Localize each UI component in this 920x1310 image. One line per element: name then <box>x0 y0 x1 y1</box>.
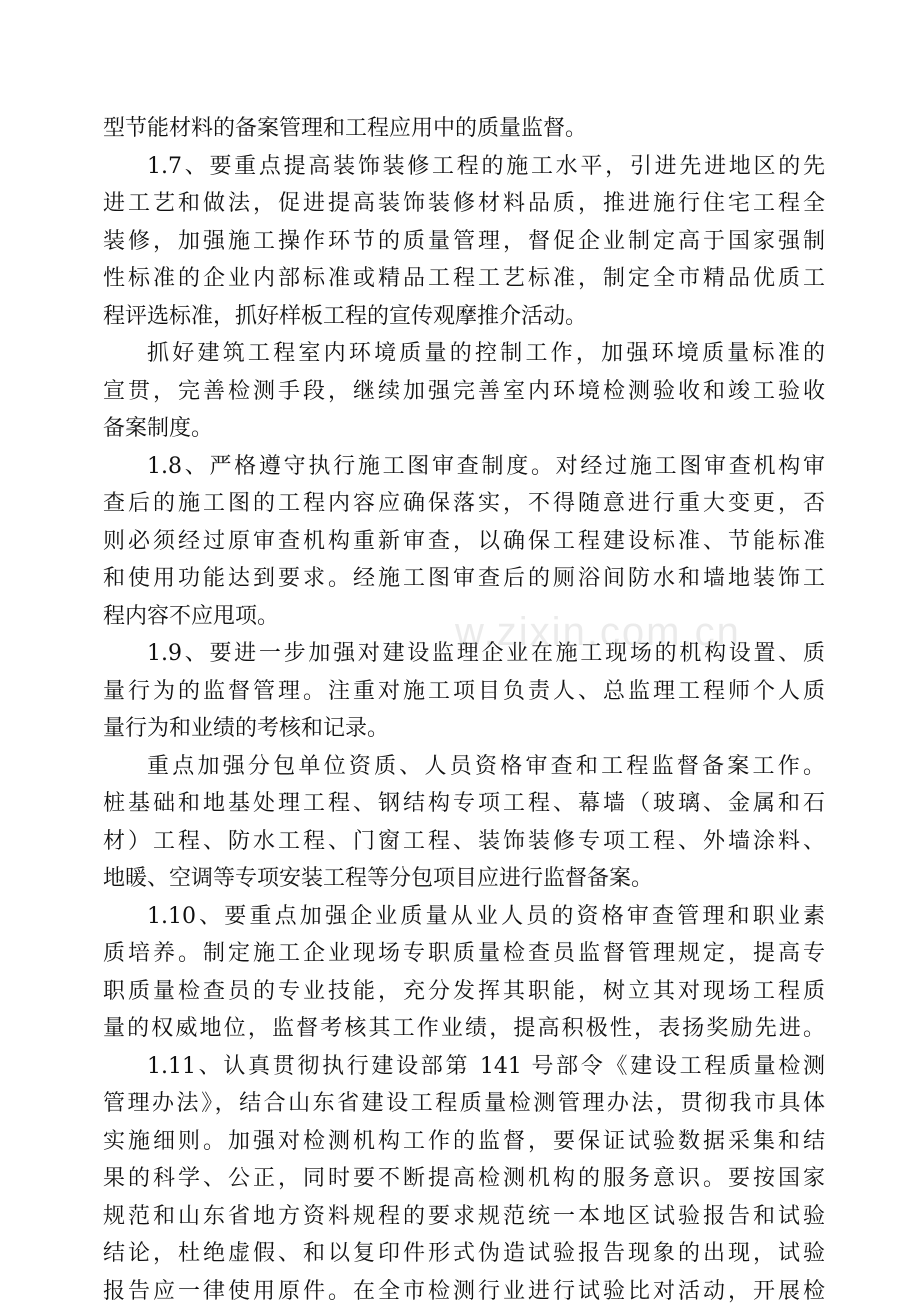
text-line: 桩基础和地基处理工程、钢结构专项工程、幕墙（玻璃、金属和石 <box>103 785 825 823</box>
text-line: 果的科学、公正，同时要不断提高检测机构的服务意识。要按国家 <box>103 1160 825 1198</box>
text-line: 型节能材料的备案管理和工程应用中的质量监督。 <box>103 110 825 148</box>
text-line: 职质量检查员的专业技能，充分发挥其职能，树立其对现场工程质 <box>103 973 825 1011</box>
text-line: 抓好建筑工程室内环境质量的控制工作，加强环境质量标准的 <box>103 335 825 373</box>
text-line: 性标准的企业内部标准或精品工程工艺标准，制定全市精品优质工 <box>103 260 825 298</box>
text-line: 进工艺和做法，促进提高装饰装修材料品质，推进施行住宅工程全 <box>103 185 825 223</box>
text-line: 备案制度。 <box>103 410 825 448</box>
text-line: 量行为的监督管理。注重对施工项目负责人、总监理工程师个人质 <box>103 673 825 711</box>
text-line: 规范和山东省地方资料规程的要求规范统一本地区试验报告和试验 <box>103 1198 825 1236</box>
text-line: 报告应一律使用原件。在全市检测行业进行试验比对活动，开展检 <box>103 1273 825 1310</box>
text-line: 1.10、要重点加强企业质量从业人员的资格审查管理和职业素 <box>103 898 825 936</box>
text-line: 1.9、要进一步加强对建设监理企业在施工现场的机构设置、质 <box>103 635 825 673</box>
text-line: 1.8、严格遵守执行施工图审查制度。对经过施工图审查机构审 <box>103 448 825 486</box>
text-line: 查后的施工图的工程内容应确保落实，不得随意进行重大变更，否 <box>103 485 825 523</box>
text-line: 量的权威地位，监督考核其工作业绩，提高积极性，表扬奖励先进。 <box>103 1010 825 1048</box>
text-line: 1.11、认真贯彻执行建设部第 141 号部令《建设工程质量检测 <box>103 1048 825 1086</box>
watermark: w.zixin.com.cn <box>455 610 741 655</box>
text-line: 则必须经过原审查机构重新审查，以确保工程建设标准、节能标准 <box>103 523 825 561</box>
text-line: 和使用功能达到要求。经施工图审查后的厕浴间防水和墙地装饰工 <box>103 560 825 598</box>
text-line: 地暖、空调等专项安装工程等分包项目应进行监督备案。 <box>103 860 825 898</box>
text-line: 程内容不应甩项。 <box>103 598 825 636</box>
text-line: 实施细则。加强对检测机构工作的监督，要保证试验数据采集和结 <box>103 1123 825 1161</box>
text-line: 1.7、要重点提高装饰装修工程的施工水平，引进先进地区的先 <box>103 148 825 186</box>
text-line: 重点加强分包单位资质、人员资格审查和工程监督备案工作。 <box>103 748 825 786</box>
text-line: 质培养。制定施工企业现场专职质量检查员监督管理规定，提高专 <box>103 935 825 973</box>
text-line: 宣贯，完善检测手段，继续加强完善室内环境检测验收和竣工验收 <box>103 373 825 411</box>
text-line: 量行为和业绩的考核和记录。 <box>103 710 825 748</box>
text-line: 结论，杜绝虚假、和以复印件形式伪造试验报告现象的出现，试验 <box>103 1235 825 1273</box>
document-body <box>103 110 825 1310</box>
text-line: 装修，加强施工操作环节的质量管理，督促企业制定高于国家强制 <box>103 223 825 261</box>
text-line: 材）工程、防水工程、门窗工程、装饰装修专项工程、外墙涂料、 <box>103 823 825 861</box>
text-line: 管理办法》，结合山东省建设工程质量检测管理办法，贯彻我市具体 <box>103 1085 825 1123</box>
text-line: 程评选标准，抓好样板工程的宣传观摩推介活动。 <box>103 298 825 336</box>
